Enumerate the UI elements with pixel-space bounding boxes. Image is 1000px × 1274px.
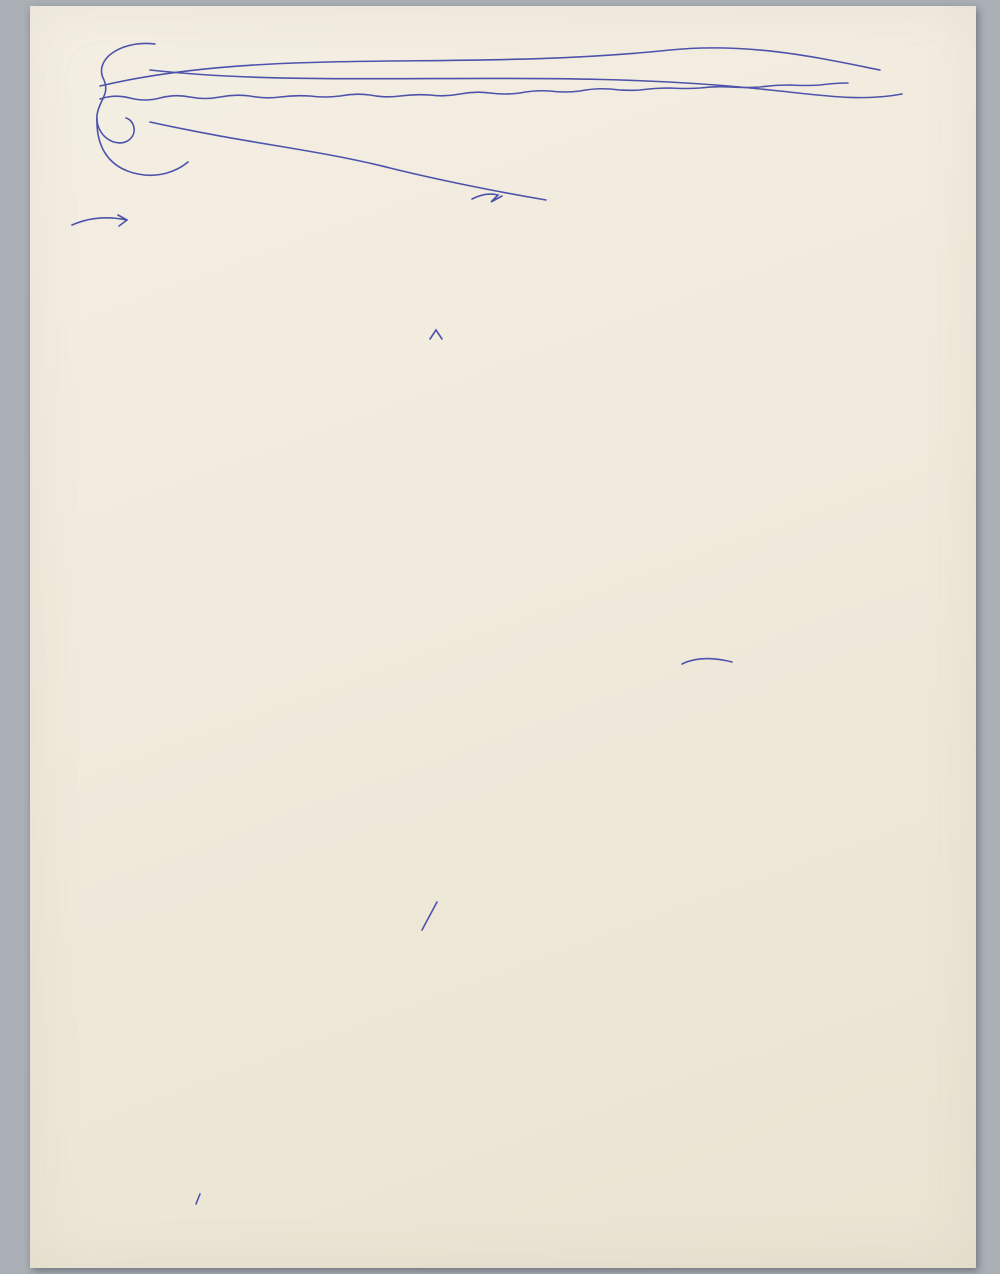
pen-flourish-autocrats <box>472 194 502 202</box>
pen-strokes-overlay <box>30 6 976 1268</box>
pen-pointer-likely <box>682 659 732 665</box>
pen-loop-tail <box>97 118 188 175</box>
pen-caret <box>430 330 442 339</box>
pen-strike-stroke-2 <box>150 70 902 98</box>
manuscript-page <box>30 6 976 1268</box>
pen-loop-doodle <box>97 43 155 142</box>
pen-arrow-what <box>72 218 127 225</box>
pen-strike-stroke-1 <box>100 48 880 86</box>
pen-s-curve <box>150 122 546 200</box>
pen-wavy-insert-line <box>100 83 848 100</box>
pen-arrow-what-head <box>118 215 127 226</box>
pen-tick-principle <box>196 1194 200 1204</box>
pen-slash <box>422 902 437 930</box>
